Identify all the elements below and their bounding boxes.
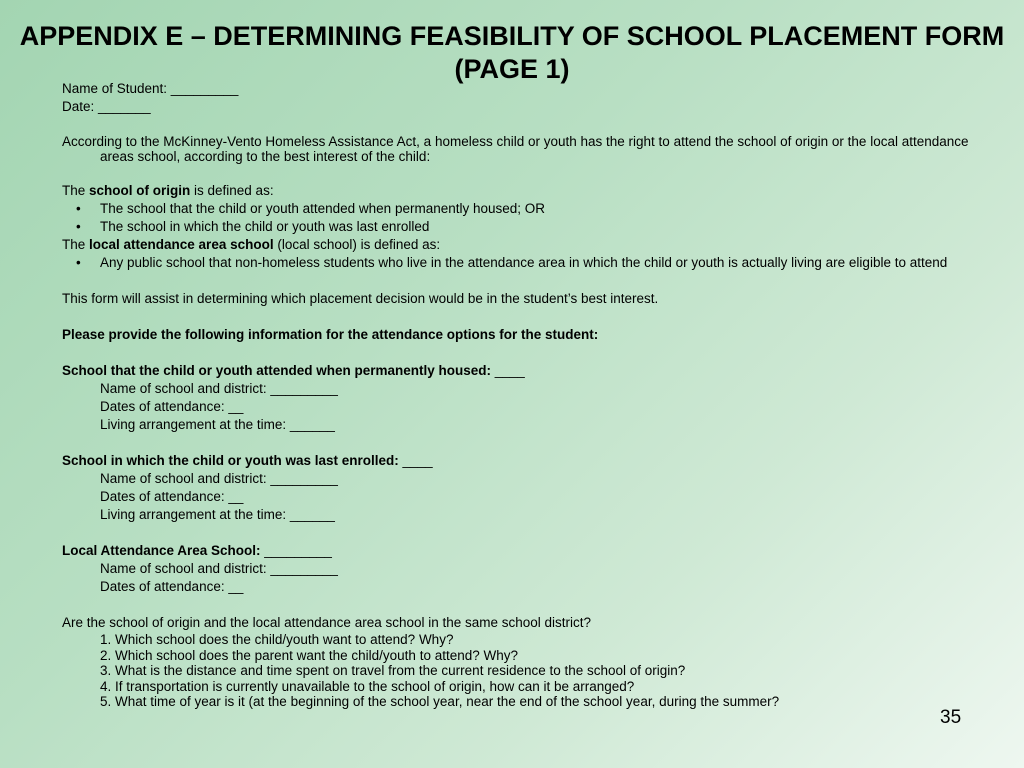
- section-last-enrolled: School in which the child or youth was last enrolled: ____: [62, 453, 433, 468]
- question-item: 1. Which school does the child/youth want to attend? Why?: [100, 632, 454, 647]
- date-field: Date: _______: [62, 99, 151, 114]
- field-school-district: Name of school and district: _________: [100, 471, 338, 486]
- field-school-district: Name of school and district: _________: [100, 561, 338, 576]
- field-school-district: Name of school and district: _________: [100, 381, 338, 396]
- local-term: local attendance area school: [89, 237, 274, 252]
- field-dates: Dates of attendance: __: [100, 489, 244, 504]
- page-number: 35: [940, 707, 962, 728]
- field-living-arrangement: Living arrangement at the time: ______: [100, 417, 335, 432]
- form-body: [62, 80, 992, 710]
- instructions: Please provide the following information for the attendance options for the student:: [62, 327, 599, 342]
- list-item: • Any public school that non-homeless students who live in the attendance area in which the child or youth is actually living are eligible to attend: [76, 255, 948, 270]
- section-local-attendance: Local Attendance Area School: _________: [62, 543, 332, 558]
- student-name-field: Name of Student: _________: [62, 81, 239, 96]
- page-title: APPENDIX E – DETERMINING FEASIBILITY OF SCHOOL PLACEMENT FORM (PAGE 1): [19, 21, 1005, 84]
- origin-term: school of origin: [89, 183, 191, 198]
- field-living-arrangement: Living arrangement at the time: ______: [100, 507, 335, 522]
- origin-definition: The school of origin is defined as:: [62, 183, 274, 198]
- field-dates: Dates of attendance: __: [100, 399, 244, 414]
- question-item: 3. What is the distance and time spent on travel from the current residence to the school of origin?: [100, 663, 686, 679]
- field-dates: Dates of attendance: __: [100, 579, 244, 594]
- section-permanently-housed: School that the child or youth attended when permanently housed: ____: [62, 363, 525, 378]
- local-definition: The local attendance area school (local school) is defined as:: [62, 237, 441, 252]
- list-item: • The school in which the child or youth was last enrolled: [76, 219, 430, 234]
- question-item: 2. Which school does the parent want the child/youth to attend? Why?: [100, 647, 518, 663]
- question-item: 4. If transportation is currently unavailable to the school of origin, how can it be arranged?: [100, 678, 635, 694]
- list-item: • The school that the child or youth attended when permanently housed; OR: [76, 201, 546, 216]
- form-purpose: This form will assist in determining which placement decision would be in the student’s best interest.: [62, 291, 659, 306]
- district-question: Are the school of origin and the local attendance area school in the same school district?: [62, 615, 592, 630]
- question-item: 5. What time of year is it (at the beginning of the school year, near the end of the school year, during the summer?: [100, 694, 780, 710]
- intro-paragraph: According to the McKinney-Vento Homeless Assistance Act, a homeless child or youth has the right to attend the school of origin or the local attendance areas school, according to the best interest of the child:: [62, 134, 969, 164]
